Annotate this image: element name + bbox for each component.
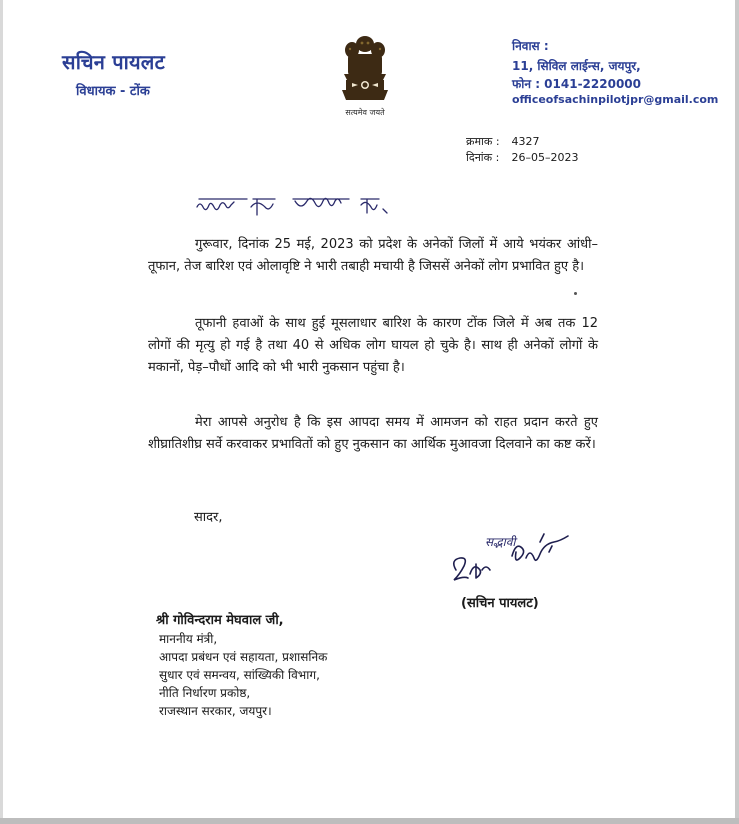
recipient-name: श्री गोविन्दराम मेघवाल जी, <box>156 613 284 628</box>
recipient-line: माननीय मंत्री, <box>159 632 218 646</box>
address-line: 11, सिविल लाईन्स, जयपुर, <box>512 59 641 73</box>
letterhead-name: सचिन पायलट <box>62 50 165 74</box>
letterhead-designation: विधायक - टोंक <box>76 84 150 99</box>
ashoka-emblem-icon <box>334 34 396 106</box>
letter-date-value: 26–05–2023 <box>511 151 579 164</box>
address-email: officeofsachinpilotjpr@gmail.com <box>512 93 719 106</box>
letter-date <box>466 150 579 165</box>
letter-date-label: दिनांक : <box>466 151 500 164</box>
signatory-name: (सचिन पायलट) <box>461 596 539 611</box>
scan-border-bottom <box>0 818 739 824</box>
body-paragraph-2: तूफानी हवाओं के साथ हुई मूसलाधार बारिश के कारण टोंक जिले में अब तक 12 लोगों की मृत्यु हो गई है तथा 40 से अधिक लोग घायल हो चुके है। साथ ही अनेकों लोगों के मकानों, पेड़–पौधों आदि को भी भारी नुकसान पहुंचा है। <box>148 316 598 375</box>
handwritten-salutation <box>195 193 425 223</box>
body-paragraph-1: गुरूवार, दिनांक 25 मई, 2023 को प्रदेश के अनेकों जिलों में आये भयंकर आंधी–तूफान, तेज बारिश एवं ओलावृष्टि ने भारी तबाही मचायी है जिससें अनेकों लोग प्रभावित हुए है। <box>148 237 598 274</box>
letter-number-value: 4327 <box>511 135 540 148</box>
address-label: निवास : <box>512 39 549 53</box>
recipient-line: राजस्थान सरकार, जयपुर। <box>159 704 272 718</box>
scan-border-right <box>735 0 739 824</box>
signature-drawing <box>430 512 580 592</box>
scan-speck <box>574 292 577 295</box>
recipient-block <box>156 612 327 720</box>
letter-number <box>466 134 540 149</box>
recipient-line: आपदा प्रबंधन एवं सहायता, प्रशासनिक <box>159 650 328 664</box>
body-paragraph-3: मेरा आपसे अनुरोध है कि इस आपदा समय में आमजन को राहत प्रदान करते हुए शीघ्रातिशीघ्र सर्वे करवाकर प्रभावितों को हुए नुकसान का आर्थिक मुआवजा दिलवाने का कष्ट करें। <box>148 415 598 452</box>
address-phone: फोन : 0141-2220000 <box>512 77 642 91</box>
recipient-line: नीति निर्धारण प्रकोष्ठ, <box>159 686 251 700</box>
scan-border-left <box>0 0 3 824</box>
recipient-line: सुधार एवं समन्वय, सांख्यिकी विभाग, <box>159 668 320 682</box>
closing-text: सादर, <box>194 510 223 525</box>
regards-text: सद्भावी <box>485 535 516 549</box>
emblem-motto: सत्यमेव जयते <box>345 108 385 117</box>
letter-number-label: क्रमाक : <box>466 135 500 148</box>
